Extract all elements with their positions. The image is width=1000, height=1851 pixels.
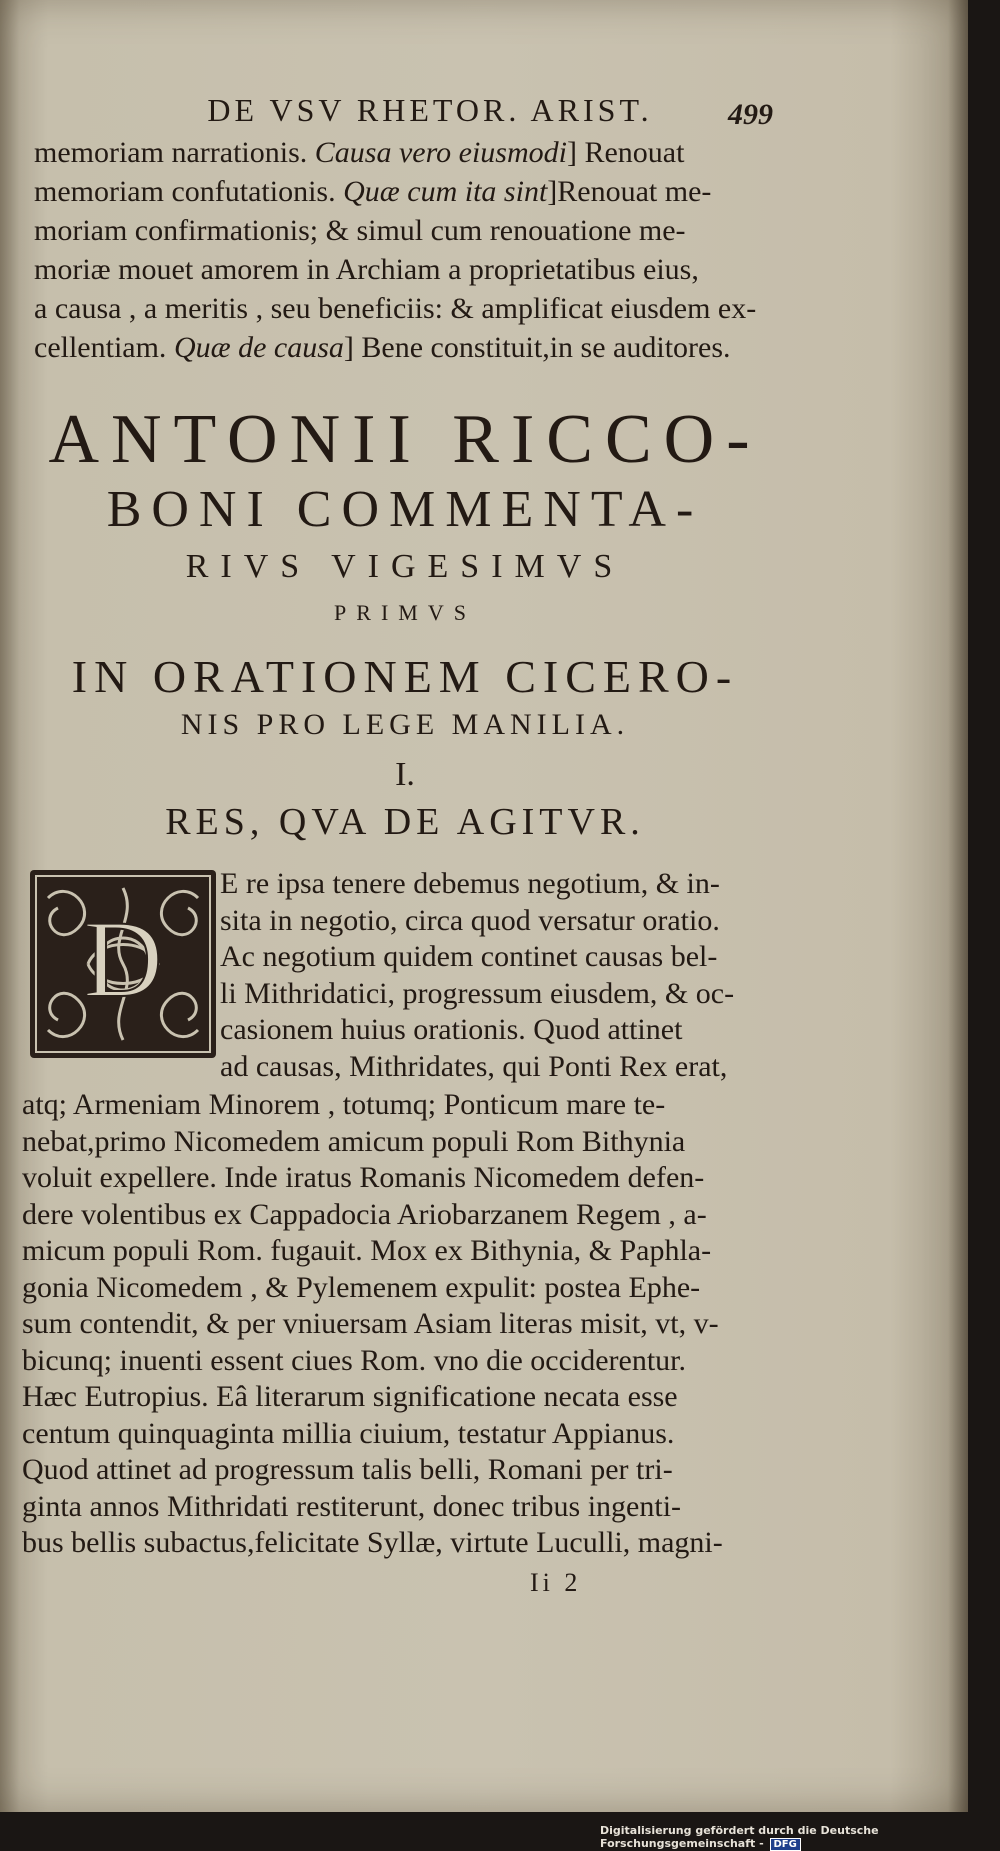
text-line [34, 328, 774, 367]
footer-credit [600, 1824, 1000, 1851]
text-line: Quod attinet ad progressum talis belli, Romani per tri- [22, 1453, 673, 1486]
ornament-icon [28, 868, 218, 1060]
text-line: dere volentibus ex Cappadocia Ariobarzanem Regem , a- [22, 1197, 707, 1231]
page-number: 499 [728, 98, 773, 131]
text-line: bicunq; inuenti essent ciues Rom. vno die occiderentur. [22, 1343, 687, 1377]
ornamental-initial-d [28, 868, 218, 1060]
italic-cue: Quæ de causa [173, 331, 344, 364]
text-span: ] Renouat [566, 136, 685, 169]
text-line: voluit expellere. Inde iratus Romanis Nicomedem defen- [22, 1161, 705, 1194]
text-line: Hæc Eutropius. Eâ literarum significatione necata esse [22, 1380, 678, 1413]
footer-credit-text: Digitalisierung gefördert durch die Deutsche Forschungsgemeinschaft - [600, 1824, 879, 1850]
title-line-5: IN ORATIONEM CICERO- [71, 651, 739, 702]
title-line-1: ANTONII RICCO- [48, 401, 762, 478]
text-line: gonia Nicomedem , & Pylemenem expulit: postea Ephe- [22, 1270, 701, 1304]
text-line: moriæ mouet amorem in Archiam a proprietatibus eius, [34, 253, 699, 286]
dfg-logo: DFG [770, 1838, 801, 1851]
text-span: cellentiam. [34, 331, 174, 364]
text-span: memoriam confutationis. [34, 175, 344, 208]
text-line: atq; Armeniam Minorem , totumq; Ponticum mare te- [22, 1088, 666, 1121]
text-line: micum populi Rom. fugauit. Mox ex Bithynia, & Paphla- [22, 1234, 712, 1267]
text-line: centum quinquaginta millia ciuium, testatur Appianus. [22, 1416, 675, 1450]
text-line: sita in negotio, circa quod versatur oratio. [220, 903, 720, 937]
title-line-6: NIS PRO LEGE MANILIA. [180, 708, 630, 741]
text-line: E re ipsa tenere debemus negotium, & in- [220, 867, 720, 900]
section-title: RES, QVA DE AGITVR. [165, 801, 645, 843]
text-line: bus bellis subactus,felicitate Syllæ, virtute Luculli, magni- [22, 1526, 723, 1559]
title-line-4: PRIMVS [334, 600, 476, 625]
text-span: ]Renouat me- [547, 175, 712, 208]
body-text-wrapped [220, 866, 772, 1085]
drop-cap-letter: D [83, 898, 163, 1020]
text-span: ] Bene constituit,in se auditores. [343, 331, 731, 364]
text-line: ginta annos Mithridati restiterunt, donec tribus ingenti- [22, 1489, 682, 1523]
text-line: li Mithridatici, progressum eiusdem, & oc- [220, 976, 735, 1010]
text-line: Ac negotium quidem continet causas bel- [220, 940, 718, 973]
text-line: moriam confirmationis; & simul cum renouatione me- [34, 214, 686, 247]
text-line: a causa , a meritis , seu beneficiis: & amplificat eiusdem ex- [34, 292, 757, 325]
body-text-full [22, 1087, 774, 1562]
text-line [34, 133, 774, 172]
text-line: nebat,primo Nicomedem amicum populi Rom Bithynia [22, 1124, 686, 1158]
signature-mark: Ii 2 [530, 1568, 582, 1597]
title-line-2: BONI COMMENTA- [106, 481, 704, 538]
running-head: DE VSV RHETOR. ARIST. [207, 92, 653, 128]
text-span: memoriam narrationis. [34, 136, 315, 169]
italic-cue: Causa vero eiusmodi [314, 136, 567, 169]
italic-cue: Quæ cum ita sint [343, 175, 548, 208]
section-number: I. [395, 756, 415, 793]
top-paragraph [34, 133, 774, 367]
text-line: ad causas, Mithridates, qui Ponti Rex erat, [220, 1049, 728, 1083]
text-line: sum contendit, & per vniuersam Asiam literas misit, vt, v- [22, 1307, 719, 1340]
text-line: casionem huius orationis. Quod attinet [220, 1013, 683, 1046]
title-line-3: RIVS VIGESIMVS [185, 548, 625, 585]
text-line [34, 172, 774, 211]
